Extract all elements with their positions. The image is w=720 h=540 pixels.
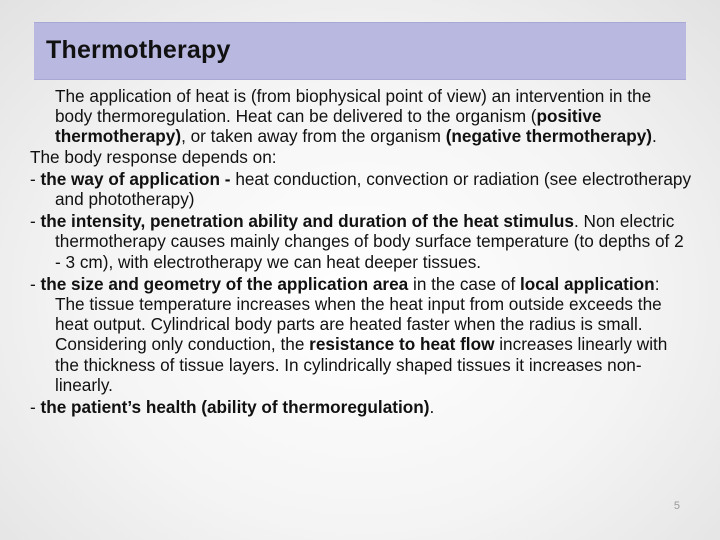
response-line: The body response depends on: <box>30 146 277 167</box>
item-bold: the patient’s health (ability of thermoregulation) <box>40 397 430 418</box>
item-dash: - <box>30 273 41 294</box>
intro-text-1: The application of heat is (from biophysical point of view) an intervention in the body thermoregulation. Heat can be delivered to the organism ( <box>55 86 652 127</box>
item-bold: the size and geometry of the application area <box>40 273 409 294</box>
item-bold-local-application: local application <box>520 273 655 294</box>
intro-paragraph <box>28 86 692 147</box>
item-dash: - <box>30 168 41 189</box>
intro-text-3: . <box>651 126 657 147</box>
list-item <box>28 274 692 395</box>
title-bar <box>34 22 686 80</box>
item-text: increases linearly with the thickness of tissue layers. In cylindrically shaped tissues it increases non-linearly. <box>55 334 668 395</box>
item-dash: - <box>30 397 41 418</box>
item-dash: - <box>30 211 41 232</box>
intro-bold-positive: positive thermotherapy) <box>55 106 602 147</box>
list-item <box>28 169 692 209</box>
list-item <box>28 211 692 272</box>
item-text: : The tissue temperature increases when the heat input from outside exceeds the heat output. Cylindrical body parts are heated faster when the radius is small. Considering only conduction, the <box>55 273 662 355</box>
page-number: 5 <box>673 500 680 512</box>
intro-bold-negative: (negative thermotherapy) <box>445 126 652 147</box>
item-bold: the way of application - <box>40 168 236 189</box>
item-text: . Non electric thermotherapy causes mainly changes of body surface temperature (to depths of 2 - 3 cm), with electrotherapy we can heat deeper tissues. <box>55 211 684 272</box>
item-bold: the intensity, penetration ability and duration of the heat stimulus <box>40 211 574 232</box>
item-bold-resistance: resistance to heat flow <box>309 334 495 355</box>
intro-text-2: , or taken away from the organism <box>181 126 446 147</box>
item-text: heat conduction, convection or radiation (see electrotherapy and phototherapy) <box>55 168 692 210</box>
slide-body <box>28 86 692 417</box>
item-text: in the case of <box>408 273 521 294</box>
list-item <box>28 397 692 417</box>
item-text: . <box>429 397 435 418</box>
slide-title: Thermotherapy <box>46 36 231 64</box>
